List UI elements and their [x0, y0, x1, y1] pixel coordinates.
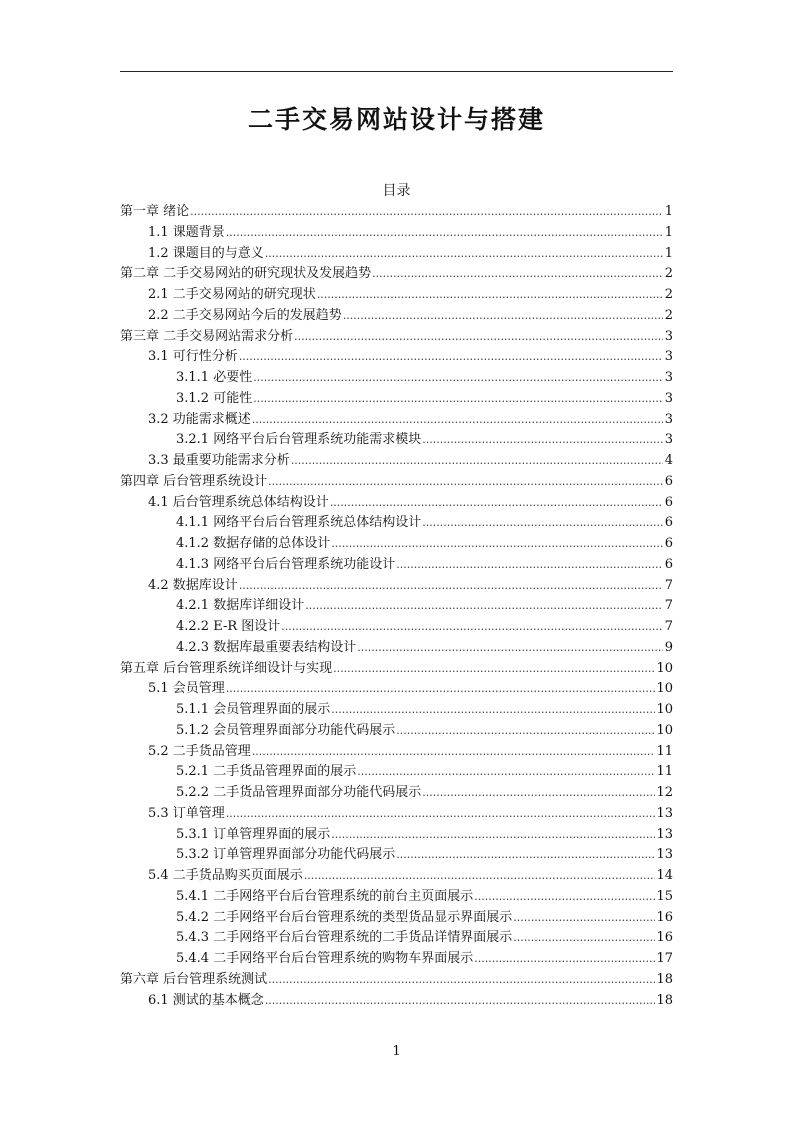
header-rule	[120, 71, 673, 72]
toc-entry[interactable]	[120, 781, 673, 802]
toc-entry-page: 6	[664, 494, 673, 510]
toc-entry[interactable]	[120, 968, 673, 989]
toc-entry-label: 4.1 后台管理系统总体结构设计	[148, 494, 329, 510]
toc-entry-label: 4.2.1 数据库详细设计	[176, 598, 305, 614]
toc-entry[interactable]	[120, 843, 673, 864]
toc-entry-label: 6.1 测试的基本概念	[148, 992, 264, 1008]
toc-entry-page: 6	[664, 556, 673, 572]
toc-leader-dots	[422, 515, 663, 530]
toc-leader-dots	[396, 847, 655, 862]
toc-entry-label: 4.2.2 E-R 图设计	[176, 619, 281, 634]
toc-leader-dots	[304, 868, 656, 883]
toc-leader-dots	[331, 702, 655, 717]
toc-entry-page: 6	[664, 515, 673, 531]
toc-leader-dots	[265, 993, 656, 1008]
toc-entry-page: 13	[656, 847, 673, 863]
toc-leader-dots	[305, 598, 663, 613]
toc-entry-label: 3.1.1 必要性	[176, 370, 253, 385]
toc-entry-page: 18	[656, 992, 673, 1008]
toc-leader-dots	[281, 619, 663, 634]
toc-entry-label: 4.1.3 网络平台后台管理系统功能设计	[176, 556, 396, 572]
toc-leader-dots	[294, 329, 663, 344]
toc-entry-label: 第三章 二手交易网站需求分析	[120, 328, 294, 344]
toc-entry[interactable]	[120, 760, 673, 781]
toc-entry-label: 5.4 二手货品购买页面展示	[148, 868, 303, 883]
toc-leader-dots	[190, 204, 663, 219]
toc-entry-page: 4	[664, 453, 673, 468]
toc-leader-dots	[474, 951, 655, 966]
toc-leader-dots	[226, 806, 656, 821]
toc-entry-page: 11	[656, 743, 673, 759]
toc-entry-page: 3	[664, 390, 673, 406]
toc-entry-label: 3.1.2 可能性	[176, 390, 253, 406]
toc-entry-page: 9	[664, 639, 673, 655]
toc-entry-page: 13	[656, 805, 673, 821]
toc-leader-dots	[333, 661, 655, 676]
toc-entry[interactable]	[120, 926, 673, 947]
toc-leader-dots	[357, 640, 663, 655]
toc-leader-dots	[265, 246, 663, 261]
toc-entry[interactable]	[120, 802, 673, 823]
toc-entry-page: 16	[656, 930, 673, 946]
toc-entry-page: 3	[664, 370, 673, 385]
toc-entry-page: 3	[664, 411, 673, 427]
toc-entry-label: 第六章 后台管理系统测试	[120, 971, 268, 987]
toc-entry-page: 2	[664, 287, 673, 302]
toc-entry[interactable]	[120, 823, 673, 844]
toc-entry[interactable]	[120, 947, 673, 968]
toc-leader-dots	[252, 412, 663, 427]
toc-entry-page: 3	[664, 328, 673, 344]
toc-entry[interactable]	[120, 325, 673, 346]
toc-entry[interactable]	[120, 283, 673, 304]
toc-leader-dots	[357, 764, 655, 779]
toc-leader-dots	[268, 972, 655, 987]
toc-entry[interactable]	[120, 719, 673, 740]
toc-entry[interactable]	[120, 262, 673, 283]
toc-entry-label: 5.4.4 二手网络平台后台管理系统的购物车界面展示	[176, 951, 474, 966]
toc-entry-page: 3	[664, 432, 673, 448]
toc-entry-page: 11	[656, 764, 673, 780]
toc-entry-page: 10	[656, 681, 673, 697]
toc-entry[interactable]	[120, 366, 673, 387]
toc-entry-label: 5.4.3 二手网络平台后台管理系统的二手货品详情界面展示	[176, 930, 513, 946]
toc-leader-dots	[343, 308, 663, 323]
toc-entry-page: 6	[664, 473, 673, 489]
toc-entry-page: 10	[656, 660, 673, 676]
toc-entry-label: 5.4.1 二手网络平台后台管理系统的前台主页面展示	[176, 888, 474, 904]
toc-leader-dots	[268, 474, 663, 489]
table-of-contents	[120, 200, 673, 1009]
toc-entry-label: 5.3.2 订单管理界面部分功能代码展示	[176, 847, 396, 863]
toc-entry[interactable]	[120, 615, 673, 636]
toc-entry[interactable]	[120, 698, 673, 719]
toc-entry[interactable]	[120, 740, 673, 761]
toc-entry[interactable]	[120, 470, 673, 491]
toc-heading: 目录	[382, 183, 411, 199]
toc-leader-dots	[422, 785, 655, 800]
toc-entry[interactable]	[120, 511, 673, 532]
toc-entry-page: 10	[656, 722, 673, 738]
toc-entry[interactable]	[120, 387, 673, 408]
toc-entry[interactable]	[120, 864, 673, 885]
toc-leader-dots	[239, 578, 663, 593]
toc-entry-page: 13	[656, 826, 673, 842]
toc-entry-page: 17	[656, 951, 673, 966]
toc-leader-dots	[330, 495, 663, 510]
toc-leader-dots	[331, 827, 655, 842]
toc-entry-label: 第二章 二手交易网站的研究现状及发展趋势	[120, 266, 372, 282]
toc-entry-label: 5.3.1 订单管理界面的展示	[176, 826, 331, 842]
toc-entry-page: 15	[656, 888, 673, 904]
toc-entry-label: 5.1.2 会员管理界面部分功能代码展示	[176, 722, 396, 738]
toc-entry-label: 5.1 会员管理	[148, 681, 225, 697]
toc-entry[interactable]	[120, 636, 673, 657]
toc-entry[interactable]	[120, 532, 673, 553]
toc-entry[interactable]	[120, 574, 673, 595]
toc-entry-page: 7	[664, 577, 673, 593]
toc-entry[interactable]	[120, 989, 673, 1010]
page-number: 1	[392, 1044, 401, 1059]
toc-entry[interactable]	[120, 594, 673, 615]
toc-leader-dots	[396, 723, 655, 738]
toc-entry-page: 14	[656, 868, 673, 883]
toc-entry[interactable]	[120, 657, 673, 678]
toc-leader-dots	[317, 287, 663, 302]
toc-entry-page: 1	[664, 204, 673, 219]
toc-entry[interactable]	[120, 428, 673, 449]
toc-leader-dots	[372, 266, 663, 281]
toc-entry[interactable]	[120, 885, 673, 906]
toc-leader-dots	[474, 889, 655, 904]
toc-leader-dots	[331, 536, 663, 551]
toc-entry-page: 16	[656, 909, 673, 925]
toc-entry-label: 5.1.1 会员管理界面的展示	[176, 702, 331, 717]
toc-entry[interactable]	[120, 553, 673, 574]
toc-leader-dots	[253, 391, 663, 406]
toc-leader-dots	[252, 744, 656, 759]
toc-entry-label: 2.2 二手交易网站今后的发展趋势	[148, 307, 342, 323]
toc-entry-label: 1.2 课题目的与意义	[148, 245, 264, 261]
toc-entry[interactable]	[120, 906, 673, 927]
toc-entry-label: 3.1 可行性分析	[148, 349, 238, 365]
toc-entry-page: 7	[664, 619, 673, 634]
toc-entry[interactable]	[120, 304, 673, 325]
toc-entry-label: 第一章 绪论	[120, 204, 190, 219]
toc-entry-page: 1	[664, 245, 673, 261]
toc-entry-label: 5.2.2 二手货品管理界面部分功能代码展示	[176, 785, 422, 800]
toc-entry-page: 3	[664, 349, 673, 365]
toc-leader-dots	[513, 910, 655, 925]
toc-entry-page: 18	[656, 971, 673, 987]
toc-leader-dots	[239, 349, 663, 364]
toc-entry-label: 5.2.1 二手货品管理界面的展示	[176, 764, 357, 780]
toc-entry-label: 3.2 功能需求概述	[148, 411, 251, 427]
toc-entry[interactable]	[120, 491, 673, 512]
toc-leader-dots	[226, 681, 656, 696]
toc-leader-dots	[291, 453, 663, 468]
toc-entry-page: 12	[656, 785, 673, 800]
toc-entry-label: 5.4.2 二手网络平台后台管理系统的类型货品显示界面展示	[176, 909, 513, 925]
toc-entry-label: 4.1.2 数据存储的总体设计	[176, 536, 331, 551]
toc-entry[interactable]	[120, 200, 673, 221]
toc-entry-page: 7	[664, 598, 673, 614]
document-title: 二手交易网站设计与搭建	[247, 105, 545, 134]
toc-entry[interactable]	[120, 242, 673, 263]
toc-leader-dots	[396, 557, 663, 572]
toc-entry-page: 6	[664, 536, 673, 551]
toc-entry-page: 2	[664, 307, 673, 323]
toc-entry-label: 5.3 订单管理	[148, 805, 225, 821]
toc-entry-label: 4.1.1 网络平台后台管理系统总体结构设计	[176, 515, 422, 531]
toc-entry-label: 3.2.1 网络平台后台管理系统功能需求模块	[176, 432, 422, 448]
toc-leader-dots	[253, 370, 663, 385]
toc-leader-dots	[513, 930, 655, 945]
toc-entry[interactable]	[120, 221, 673, 242]
toc-leader-dots	[226, 225, 663, 240]
toc-entry-label: 4.2.3 数据库最重要表结构设计	[176, 639, 357, 655]
toc-entry[interactable]	[120, 408, 673, 429]
toc-entry-label: 1.1 课题背景	[148, 224, 225, 240]
toc-leader-dots	[422, 432, 663, 447]
toc-entry[interactable]	[120, 345, 673, 366]
toc-entry-label: 第四章 后台管理系统设计	[120, 473, 268, 489]
toc-entry-label: 2.1 二手交易网站的研究现状	[148, 287, 316, 302]
toc-entry-page: 2	[664, 266, 673, 282]
toc-entry-page: 1	[664, 224, 673, 240]
toc-entry[interactable]	[120, 677, 673, 698]
toc-entry-label: 3.3 最重要功能需求分析	[148, 453, 290, 468]
toc-entry-label: 5.2 二手货品管理	[148, 743, 251, 759]
toc-entry[interactable]	[120, 449, 673, 470]
toc-entry-page: 10	[656, 702, 673, 717]
toc-entry-label: 4.2 数据库设计	[148, 577, 238, 593]
toc-entry-label: 第五章 后台管理系统详细设计与实现	[120, 660, 333, 676]
